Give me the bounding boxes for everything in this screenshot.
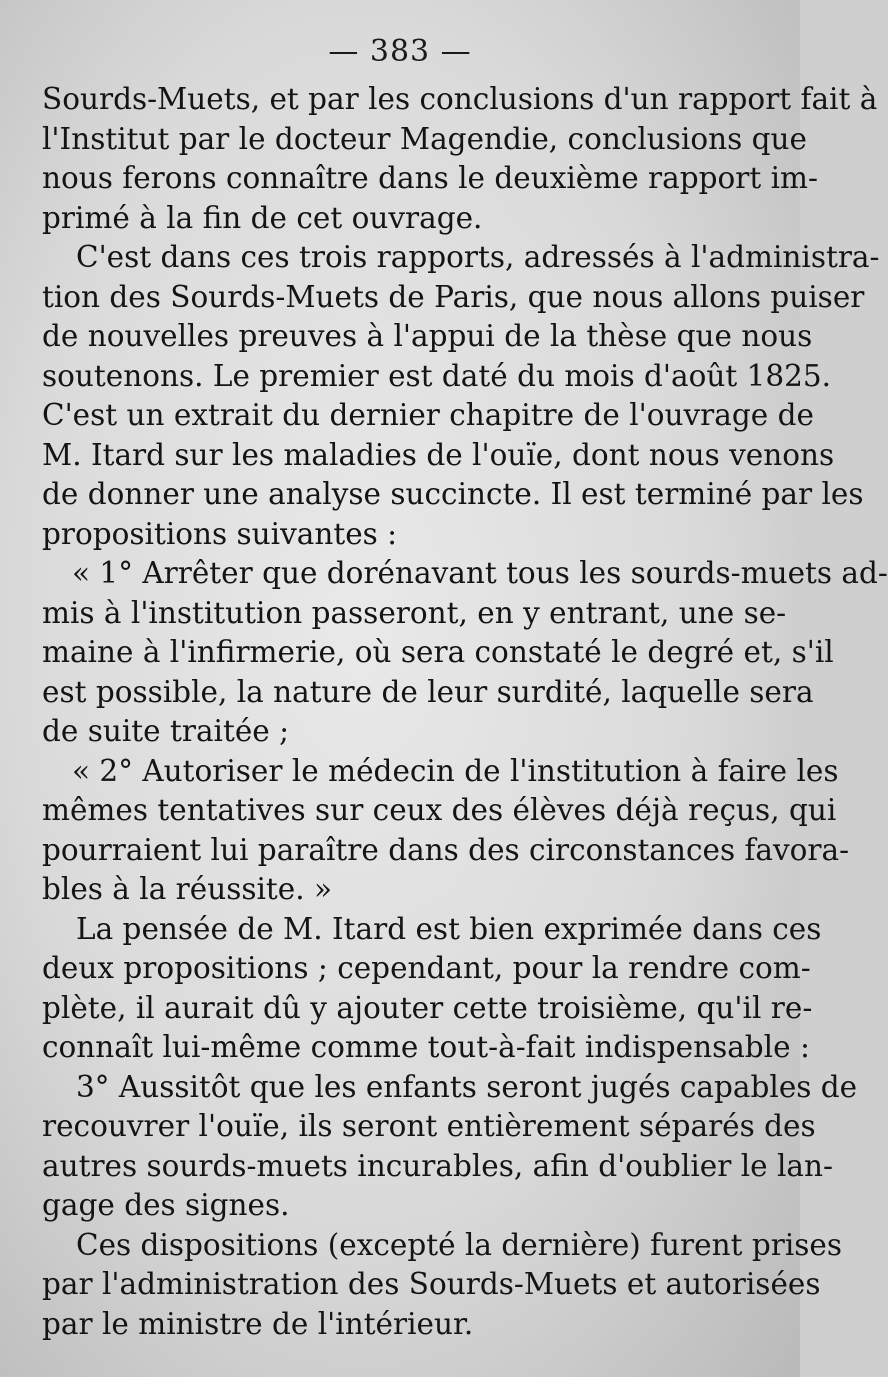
text-line: bles à la réussite. » [42, 872, 333, 906]
text-line: « 1° Arrêter que dorénavant tous les sourds-muets ad- [72, 556, 888, 590]
text-line: de donner une analyse succincte. Il est terminé par les [42, 477, 864, 511]
text-line: l'Institut par le docteur Magendie, conclusions que [42, 121, 807, 156]
text-line: « 2° Autoriser le médecin de l'institution à faire les [72, 753, 839, 788]
text-line: de nouvelles preuves à l'appui de la thèse que nous [42, 319, 813, 353]
text-line: recouvrer l'ouïe, ils seront entièrement séparés des [42, 1109, 816, 1143]
text-line: par le ministre de l'intérieur. [42, 1306, 474, 1341]
text-line: mis à l'institution passeront, en y entrant, une se- [42, 595, 787, 630]
text-line: pourraient lui paraître dans des circonstances favora- [42, 832, 850, 867]
text-line: 3° Aussitôt que les enfants seront jugés capables de [76, 1069, 858, 1104]
text-line: deux propositions ; cependant, pour la rendre com- [42, 951, 811, 985]
text-line: primé à la fin de cet ouvrage. [42, 200, 483, 235]
text-line: M. Itard sur les maladies de l'ouïe, dont nous venons [42, 437, 835, 472]
text-line: autres sourds-muets incurables, afin d'oublier le lan- [42, 1148, 833, 1183]
body-text [42, 80, 888, 1344]
text-line: connaît lui-même comme tout-à-fait indispensable : [42, 1030, 810, 1064]
text-line: Ces dispositions (excepté la dernière) furent prises [76, 1227, 842, 1262]
text-line: de suite traitée ; [42, 714, 290, 748]
text-line: soutenons. Le premier est daté du mois d'août 1825. [42, 358, 832, 393]
text-line: maine à l'infirmerie, où sera constaté le degré et, s'il [42, 635, 834, 669]
text-line: plète, il aurait dû y ajouter cette troisième, qu'il re- [42, 990, 813, 1025]
text-line: nous ferons connaître dans le deuxième rapport im- [42, 161, 818, 195]
text-line: gage des signes. [42, 1188, 290, 1222]
text-line: par l'administration des Sourds-Muets et autorisées [42, 1267, 821, 1301]
text-line: propositions suivantes : [42, 516, 398, 551]
text-line: tion des Sourds-Muets de Paris, que nous allons puiser [42, 279, 865, 314]
text-line: La pensée de M. Itard est bien exprimée dans ces [76, 911, 822, 946]
text-line: mêmes tentatives sur ceux des élèves déjà reçus, qui [42, 793, 837, 827]
text-line: est possible, la nature de leur surdité, laquelle sera [42, 674, 814, 709]
page-number: — 383 — [328, 34, 472, 69]
text-line: Sourds-Muets, et par les conclusions d'un rapport fait à [42, 82, 878, 116]
text-line: C'est dans ces trois rapports, adressés à l'administra- [76, 240, 880, 274]
text-line: C'est un extrait du dernier chapitre de l'ouvrage de [42, 398, 814, 432]
